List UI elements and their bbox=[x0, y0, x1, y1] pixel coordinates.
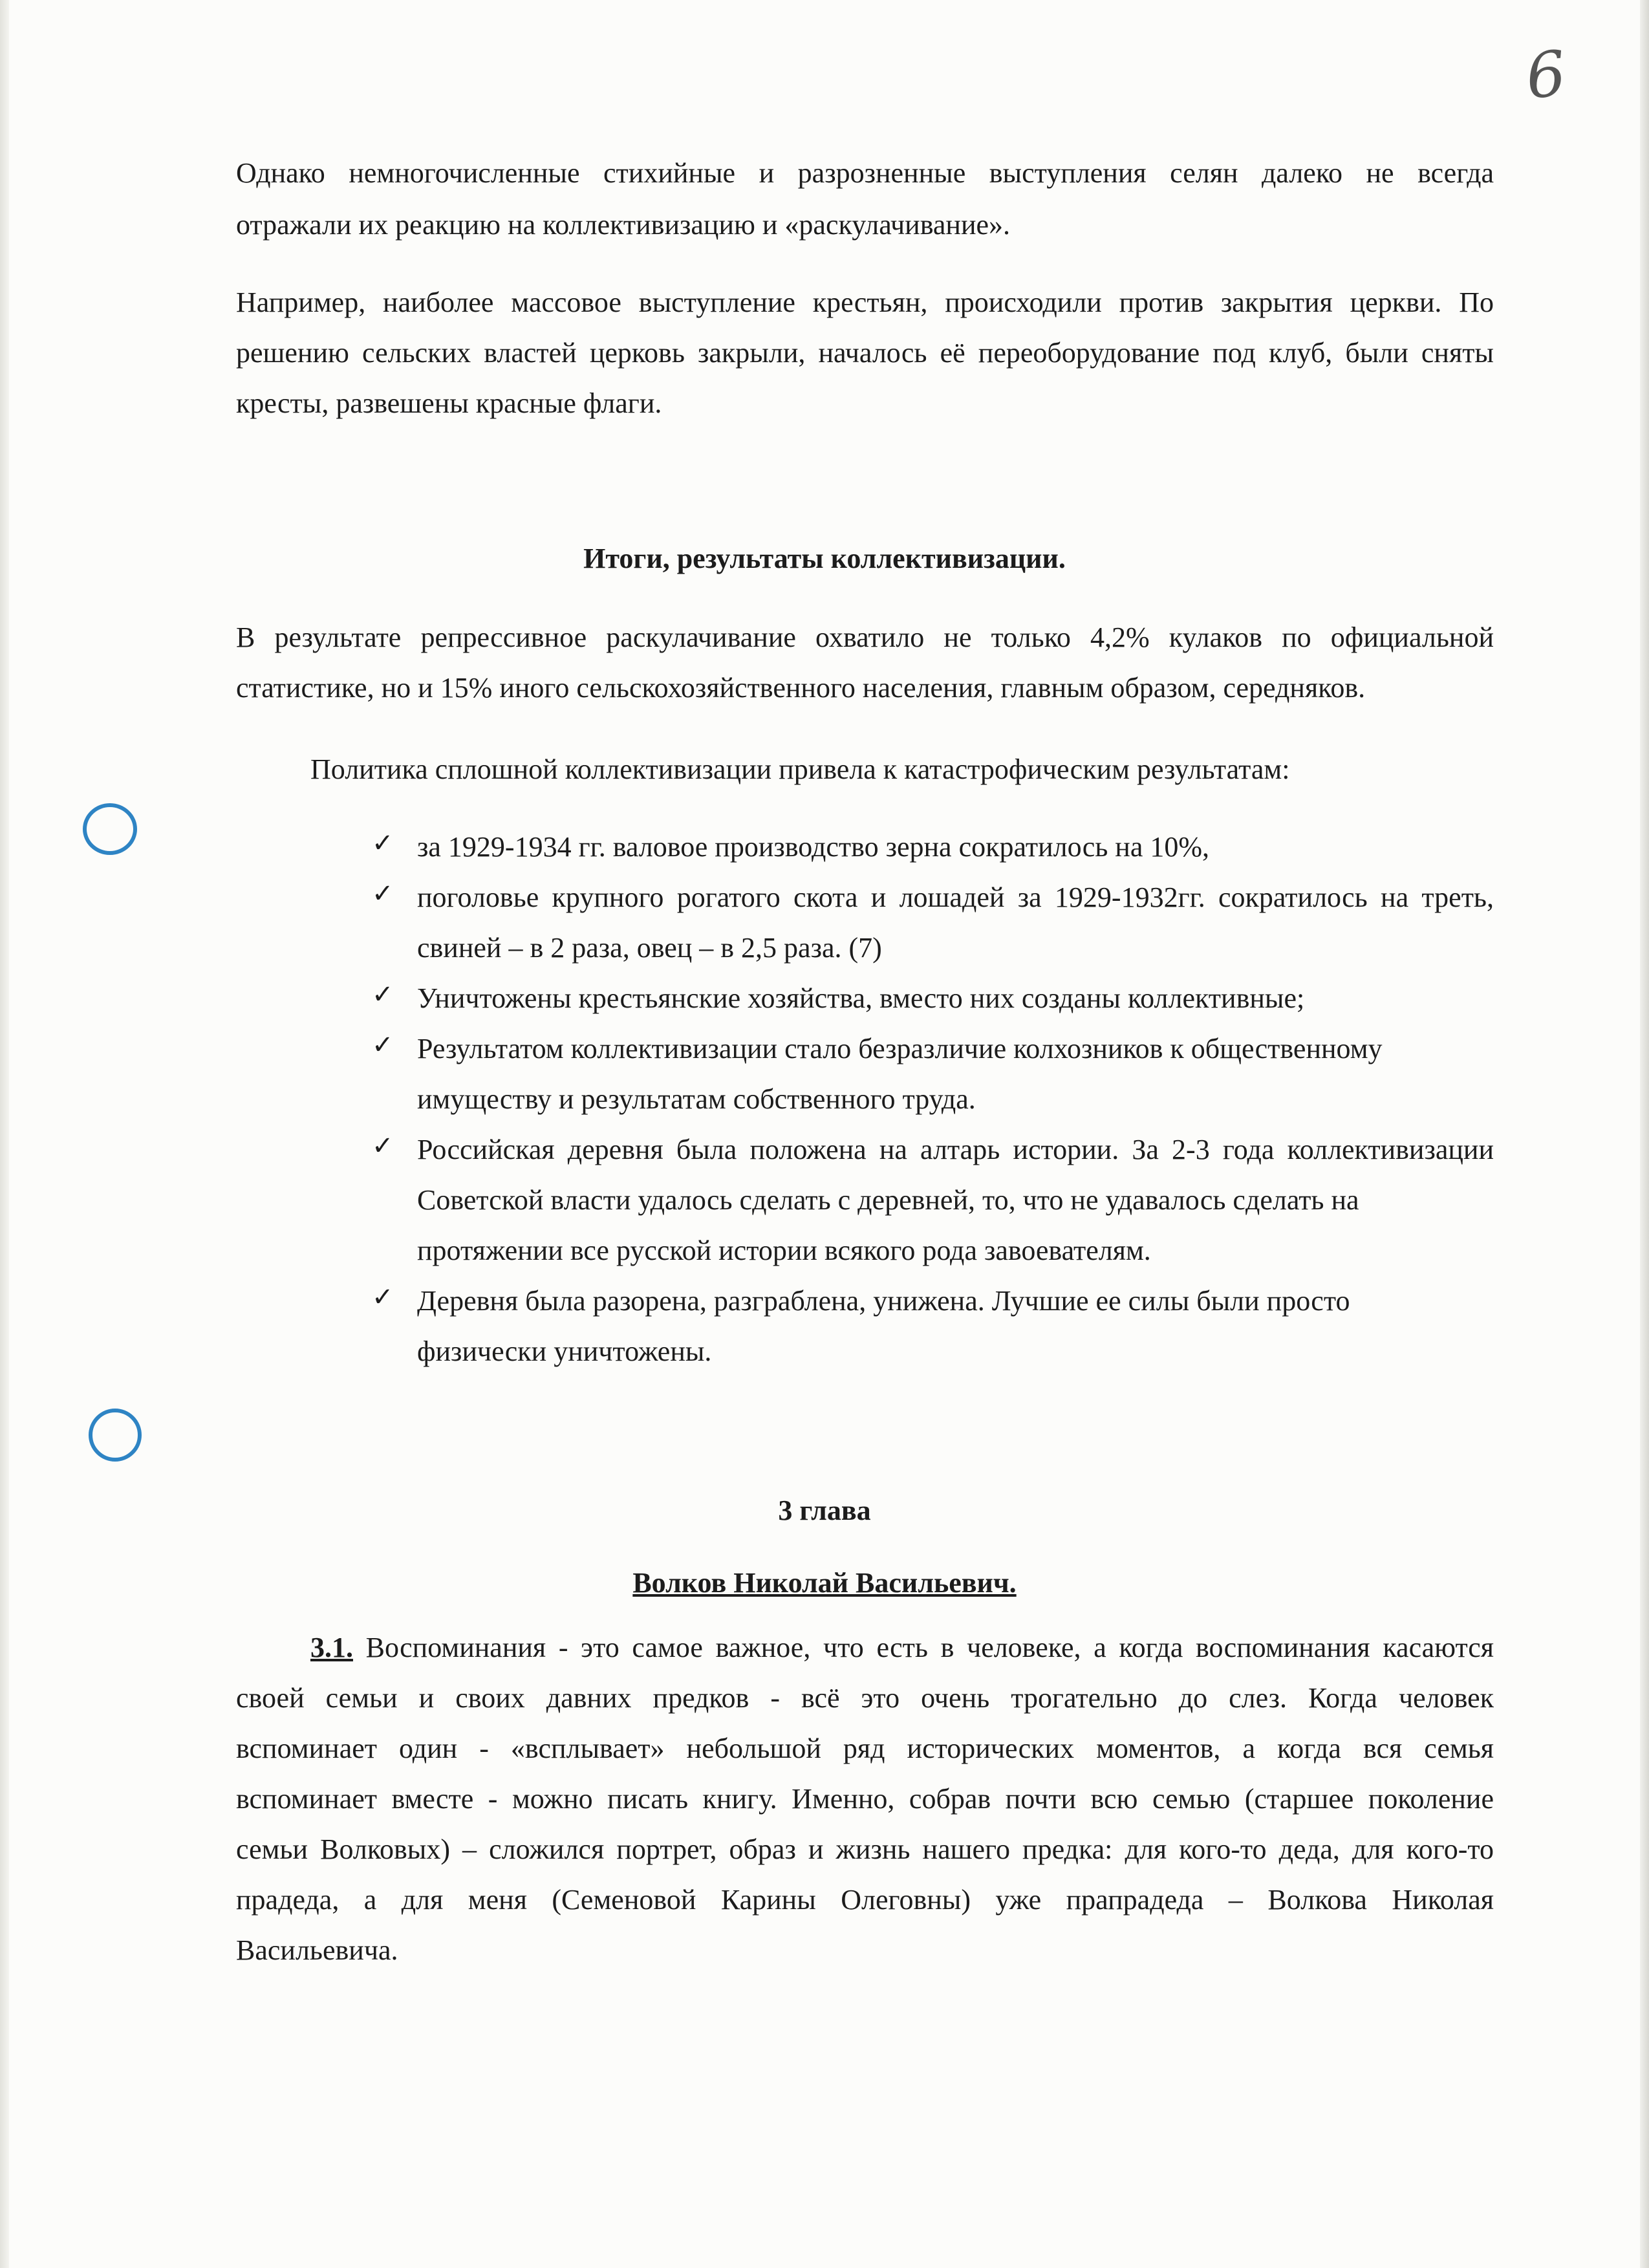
paragraph-line: Однако немногочисленные стихийные и разрозненные выступления селян далеко не всегда bbox=[236, 157, 1494, 189]
bullet-line: Уничтожены крестьянские хозяйства, вместо них созданы коллективные; bbox=[417, 982, 1305, 1014]
bullet-line: свиней – в 2 раза, овец – в 2,5 раза. (7) bbox=[417, 932, 882, 964]
section-heading: Итоги, результаты коллективизации. bbox=[583, 543, 1066, 574]
paragraph-line: Например, наиболее массовое выступление крестьян, происходили против закрытия церкви. По bbox=[236, 286, 1494, 318]
paragraph-line bbox=[310, 1630, 1494, 1666]
checkmark-icon: ✓ bbox=[372, 879, 394, 909]
bullet-line: Российская деревня была положена на алтарь истории. За 2-3 года коллективизации bbox=[417, 1134, 1494, 1165]
chapter-title: 3 глава bbox=[778, 1495, 871, 1526]
checkmark-icon: ✓ bbox=[372, 1131, 394, 1161]
paragraph-line: Васильевича. bbox=[236, 1934, 398, 1966]
paragraph-line: семьи Волковых) – сложился портрет, образ и жизнь нашего предка: для кого-то деда, для кого-то bbox=[236, 1833, 1494, 1865]
checkmark-icon: ✓ bbox=[372, 828, 394, 858]
checkmark-icon: ✓ bbox=[372, 980, 394, 1010]
punch-hole-mark bbox=[83, 803, 137, 855]
paragraph-line: решению сельских властей церковь закрыли, началось её переоборудование под клуб, были сняты bbox=[236, 337, 1494, 369]
bullet-line: протяжении все русской истории всякого рода завоевателям. bbox=[417, 1235, 1151, 1266]
scan-edge-right bbox=[1640, 0, 1649, 2268]
bullet-line: Результатом коллективизации стало безразличие колхозников к общественному bbox=[417, 1033, 1383, 1064]
paragraph-line: прадеда, а для меня (Семеновой Карины Олеговны) уже прапрадеда – Волкова Николая bbox=[236, 1884, 1494, 1916]
paragraph-line: своей семьи и своих давних предков - всё это очень трогательно до слез. Когда человек bbox=[236, 1682, 1494, 1714]
punch-hole-mark bbox=[89, 1409, 142, 1462]
paragraph-line: статистике, но и 15% иного сельскохозяйственного населения, главным образом, середняков. bbox=[236, 672, 1366, 704]
paragraph-line: Политика сплошной коллективизации привела к катастрофическим результатам: bbox=[310, 753, 1290, 785]
section-number: 3.1. bbox=[310, 1632, 353, 1663]
paragraph-text: Воспоминания - это самое важное, что есть в человеке, а когда воспоминания касаются bbox=[353, 1632, 1494, 1663]
bullet-line: Советской власти удалось сделать с деревней, то, что не удавалось сделать на bbox=[417, 1184, 1359, 1216]
paragraph-line: кресты, развешены красные флаги. bbox=[236, 387, 662, 419]
bullet-line: за 1929-1934 гг. валовое производство зерна сократилось на 10%, bbox=[417, 831, 1210, 863]
handwritten-page-number: 6 bbox=[1522, 37, 1569, 113]
bullet-line: поголовье крупного рогатого скота и лошадей за 1929-1932гг. сократилось на треть, bbox=[417, 881, 1494, 913]
chapter-subtitle: Волков Николай Васильевич. bbox=[632, 1567, 1017, 1599]
checkmark-icon: ✓ bbox=[372, 1282, 394, 1312]
bullet-line: Деревня была разорена, разграблена, унижена. Лучшие ее силы были просто bbox=[417, 1285, 1350, 1317]
paragraph-line: В результате репрессивное раскулачивание охватило не только 4,2% кулаков по официальной bbox=[236, 621, 1494, 653]
bullet-line: имуществу и результатам собственного труда. bbox=[417, 1083, 976, 1115]
paragraph-line: вспоминает один - «всплывает» небольшой ряд исторических моментов, а когда вся семья bbox=[236, 1733, 1494, 1764]
paragraph-line: отражали их реакцию на коллективизацию и «раскулачивание». bbox=[236, 209, 1011, 241]
checkmark-icon: ✓ bbox=[372, 1030, 394, 1060]
scan-edge-left bbox=[0, 0, 9, 2268]
paragraph-line: вспоминает вместе - можно писать книгу. Именно, собрав почти всю семью (старшее поколение bbox=[236, 1783, 1494, 1815]
bullet-line: физически уничтожены. bbox=[417, 1335, 712, 1367]
